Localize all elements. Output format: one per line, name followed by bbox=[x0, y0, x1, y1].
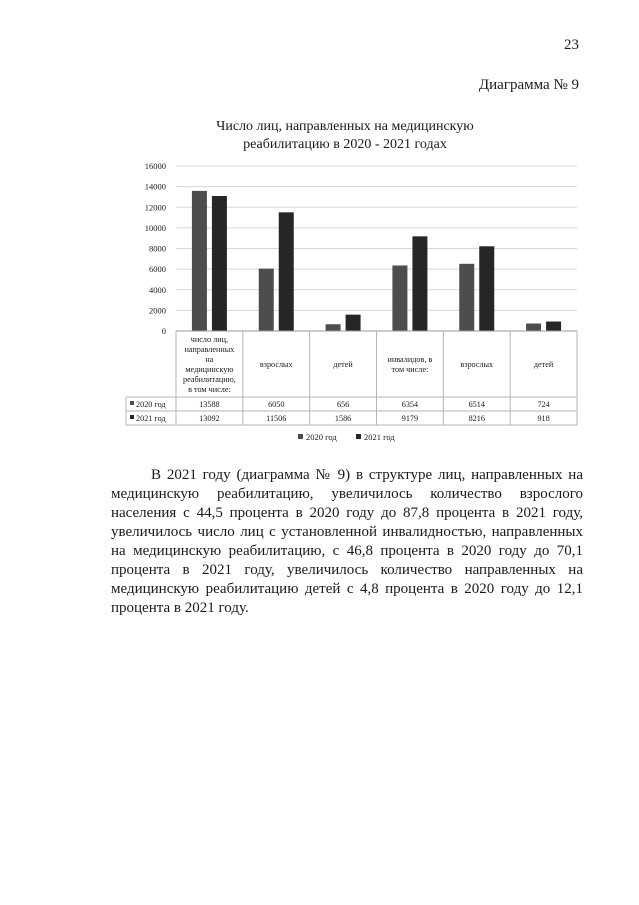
bar bbox=[459, 264, 474, 331]
bar bbox=[412, 236, 427, 331]
chart-svg bbox=[90, 104, 585, 456]
y-tick-label: 0 bbox=[161, 326, 166, 336]
data-label: 8216 bbox=[468, 414, 485, 423]
body-text bbox=[111, 466, 583, 618]
bar bbox=[212, 196, 227, 331]
diagram-label: Диаграмма № 9 bbox=[478, 77, 579, 93]
bar bbox=[392, 265, 407, 331]
data-label: 11506 bbox=[266, 414, 287, 423]
x-category-label: медицинскую bbox=[185, 365, 234, 374]
data-label: 918 bbox=[537, 414, 550, 423]
y-tick-label: 12000 bbox=[144, 202, 166, 213]
legend-key bbox=[356, 434, 361, 439]
data-label: 6050 bbox=[268, 400, 285, 409]
x-category-label: взрослых bbox=[259, 360, 293, 369]
x-category-label: детей bbox=[533, 360, 554, 369]
legend-key bbox=[298, 434, 303, 439]
x-category-label: реабилитацию, bbox=[183, 375, 236, 384]
x-category-label: инвалидов, в bbox=[387, 355, 433, 364]
y-tick-label: 2000 bbox=[149, 305, 166, 316]
x-category-label: направленных bbox=[184, 345, 235, 354]
table-series-name: 2020 год bbox=[136, 400, 166, 409]
table-series-name: 2021 год bbox=[136, 414, 166, 423]
x-category-label: детей bbox=[333, 360, 353, 369]
bar bbox=[479, 246, 494, 331]
x-category-label: том числе: bbox=[391, 365, 429, 374]
x-category-label: на bbox=[205, 355, 214, 364]
y-tick-label: 16000 bbox=[144, 161, 166, 171]
legend-label: 2021 год bbox=[364, 432, 395, 442]
bar bbox=[526, 324, 541, 331]
y-tick-label: 6000 bbox=[149, 264, 166, 275]
bar bbox=[259, 269, 274, 331]
bar bbox=[346, 315, 361, 331]
y-tick-label: 10000 bbox=[144, 222, 166, 233]
data-label: 9179 bbox=[401, 414, 419, 423]
data-label: 1586 bbox=[334, 414, 352, 423]
chart-title-line: реабилитацию в 2020 - 2021 годах bbox=[243, 137, 447, 152]
bar bbox=[192, 191, 207, 331]
legend-label: 2020 год bbox=[306, 432, 337, 442]
page-number: 23 bbox=[564, 37, 579, 53]
data-label: 6354 bbox=[401, 400, 419, 409]
x-category-label: число лиц, bbox=[190, 335, 229, 344]
data-label: 724 bbox=[537, 400, 550, 409]
chart-title-line: Число лиц, направленных на медицинскую bbox=[216, 119, 474, 134]
x-category-label: в том числе: bbox=[188, 385, 231, 394]
data-label: 6514 bbox=[468, 400, 485, 409]
data-label: 656 bbox=[336, 400, 350, 409]
table-legend-key bbox=[130, 401, 134, 405]
y-tick-label: 8000 bbox=[149, 243, 166, 254]
data-label: 13092 bbox=[199, 414, 220, 423]
bar bbox=[546, 322, 561, 331]
table-legend-key bbox=[130, 415, 134, 419]
bar-chart bbox=[90, 104, 585, 456]
y-tick-label: 4000 bbox=[149, 284, 166, 295]
y-tick-label: 14000 bbox=[144, 181, 166, 192]
bar bbox=[326, 324, 341, 331]
data-label: 13588 bbox=[199, 400, 220, 409]
bar bbox=[279, 212, 294, 331]
body-paragraph: В 2021 году (диаграмма № 9) в структуре лиц, направленных на медицинскую реабилитацию, увеличилось количество взрослого населения с 44,5 процента в 2020 году до 87,8 процента в 2021 году, увеличилось число лиц с установленной инвалидностью, направленных на медицинскую реабилитацию, с 46,8 процента в 2020 году до 70,1 процента в 2021 году, увеличилось количество направленных на медицинскую реабилитацию детей с 4,8 процента в 2020 году до 12,1 процента в 2021 году. bbox=[111, 467, 583, 616]
x-category-label: взрослых bbox=[460, 360, 494, 369]
